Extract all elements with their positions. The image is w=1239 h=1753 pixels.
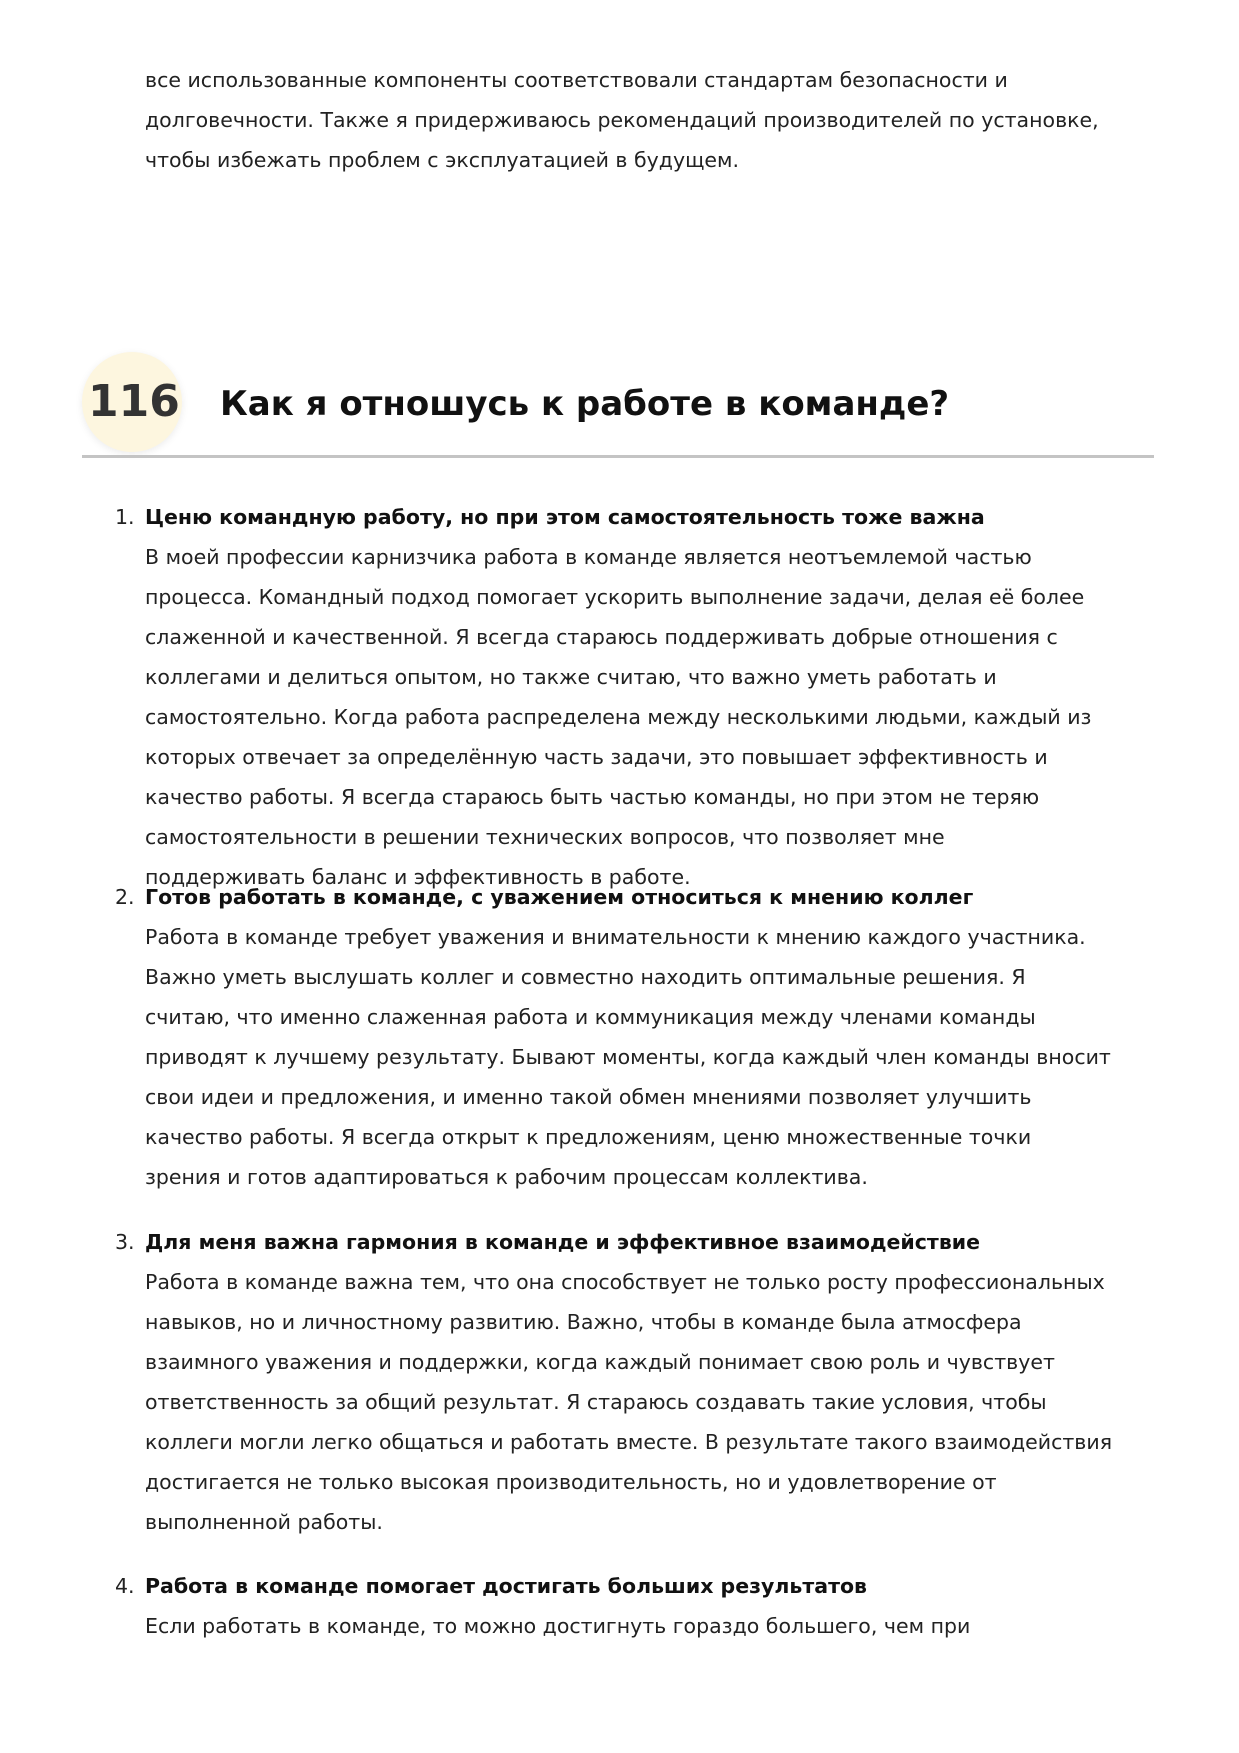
list-item-text-line: Если работать в команде, то можно достигнуть гораздо большего, чем при xyxy=(145,1614,971,1638)
intro-line: долговечности. Также я придерживаюсь рекомендаций производителей по установке, xyxy=(145,108,1099,132)
list-item xyxy=(115,1222,1113,1542)
list-item-text-line: взаимного уважения и поддержки, когда каждый понимает свою роль и чувствует xyxy=(145,1350,1055,1374)
divider xyxy=(82,455,1154,458)
list-item-text-line: самостоятельно. Когда работа распределена между несколькими людьми, каждый из xyxy=(145,705,1092,729)
list-item-text-line: считаю, что именно слаженная работа и коммуникация между членами команды xyxy=(145,1005,1036,1029)
list-item-title: Готов работать в команде, с уважением относиться к мнению коллег xyxy=(145,885,974,909)
list-item-text-line: В моей профессии карнизчика работа в команде является неотъемлемой частью xyxy=(145,545,1032,569)
list-item-number: 1. xyxy=(115,505,135,529)
list-item-text-line: поддерживать баланс и эффективность в работе. xyxy=(145,865,691,889)
list-item-text-line: свои идеи и предложения, и именно такой обмен мнениями позволяет улучшить xyxy=(145,1085,1032,1109)
list-item-text-line: самостоятельности в решении технических вопросов, что позволяет мне xyxy=(145,825,945,849)
list-item-text-line: Важно уметь выслушать коллег и совместно находить оптимальные решения. Я xyxy=(145,965,1026,989)
list-item-text-line: выполненной работы. xyxy=(145,1510,383,1534)
intro-paragraph xyxy=(145,60,1099,180)
intro-line: чтобы избежать проблем с эксплуатацией в будущем. xyxy=(145,148,739,172)
list-item-text-line: коллеги могли легко общаться и работать вместе. В результате такого взаимодействия xyxy=(145,1430,1113,1454)
list-item-number: 2. xyxy=(115,885,135,909)
list-item-text-line: которых отвечает за определённую часть задачи, это повышает эффективность и xyxy=(145,745,1048,769)
list-item-number: 3. xyxy=(115,1230,135,1254)
list-item-title: Ценю командную работу, но при этом самостоятельность тоже важна xyxy=(145,505,985,529)
list-item-text-line: ответственность за общий результат. Я стараюсь создавать такие условия, чтобы xyxy=(145,1390,1047,1414)
list-item-title: Работа в команде помогает достигать больших результатов xyxy=(145,1574,868,1598)
intro-line: все использованные компоненты соответствовали стандартам безопасности и xyxy=(145,68,1008,92)
list-item xyxy=(115,497,1092,897)
list-item-text-line: достигается не только высокая производительность, но и удовлетворение от xyxy=(145,1470,997,1494)
list-item-text-line: коллегами и делиться опытом, но также считаю, что важно уметь работать и xyxy=(145,665,997,689)
list-item-text-line: слаженной и качественной. Я всегда стараюсь поддерживать добрые отношения с xyxy=(145,625,1058,649)
list-item-text-line: качество работы. Я всегда стараюсь быть частью команды, но при этом не теряю xyxy=(145,785,1040,809)
list-item xyxy=(115,877,1111,1197)
list-item-text-line: Работа в команде важна тем, что она способствует не только росту профессиональных xyxy=(145,1270,1105,1294)
list-item-text-line: навыков, но и личностному развитию. Важно, чтобы в команде была атмосфера xyxy=(145,1310,1022,1334)
list-item-text-line: процесса. Командный подход помогает ускорить выполнение задачи, делая её более xyxy=(145,585,1085,609)
list-item-text-line: Работа в команде требует уважения и внимательности к мнению каждого участника. xyxy=(145,925,1086,949)
list-item-text-line: зрения и готов адаптироваться к рабочим процессам коллектива. xyxy=(145,1165,868,1189)
list-item-number: 4. xyxy=(115,1574,135,1598)
list-item-text-line: приводят к лучшему результату. Бывают моменты, когда каждый член команды вносит xyxy=(145,1045,1111,1069)
list-item-title: Для меня важна гармония в команде и эффективное взаимодействие xyxy=(145,1230,981,1254)
question-title: Как я отношусь к работе в команде? xyxy=(220,384,950,424)
list-item xyxy=(115,1566,971,1646)
question-number: 116 xyxy=(88,376,180,427)
list-item-text-line: качество работы. Я всегда открыт к предложениям, ценю множественные точки xyxy=(145,1125,1032,1149)
question-header xyxy=(82,352,1154,456)
